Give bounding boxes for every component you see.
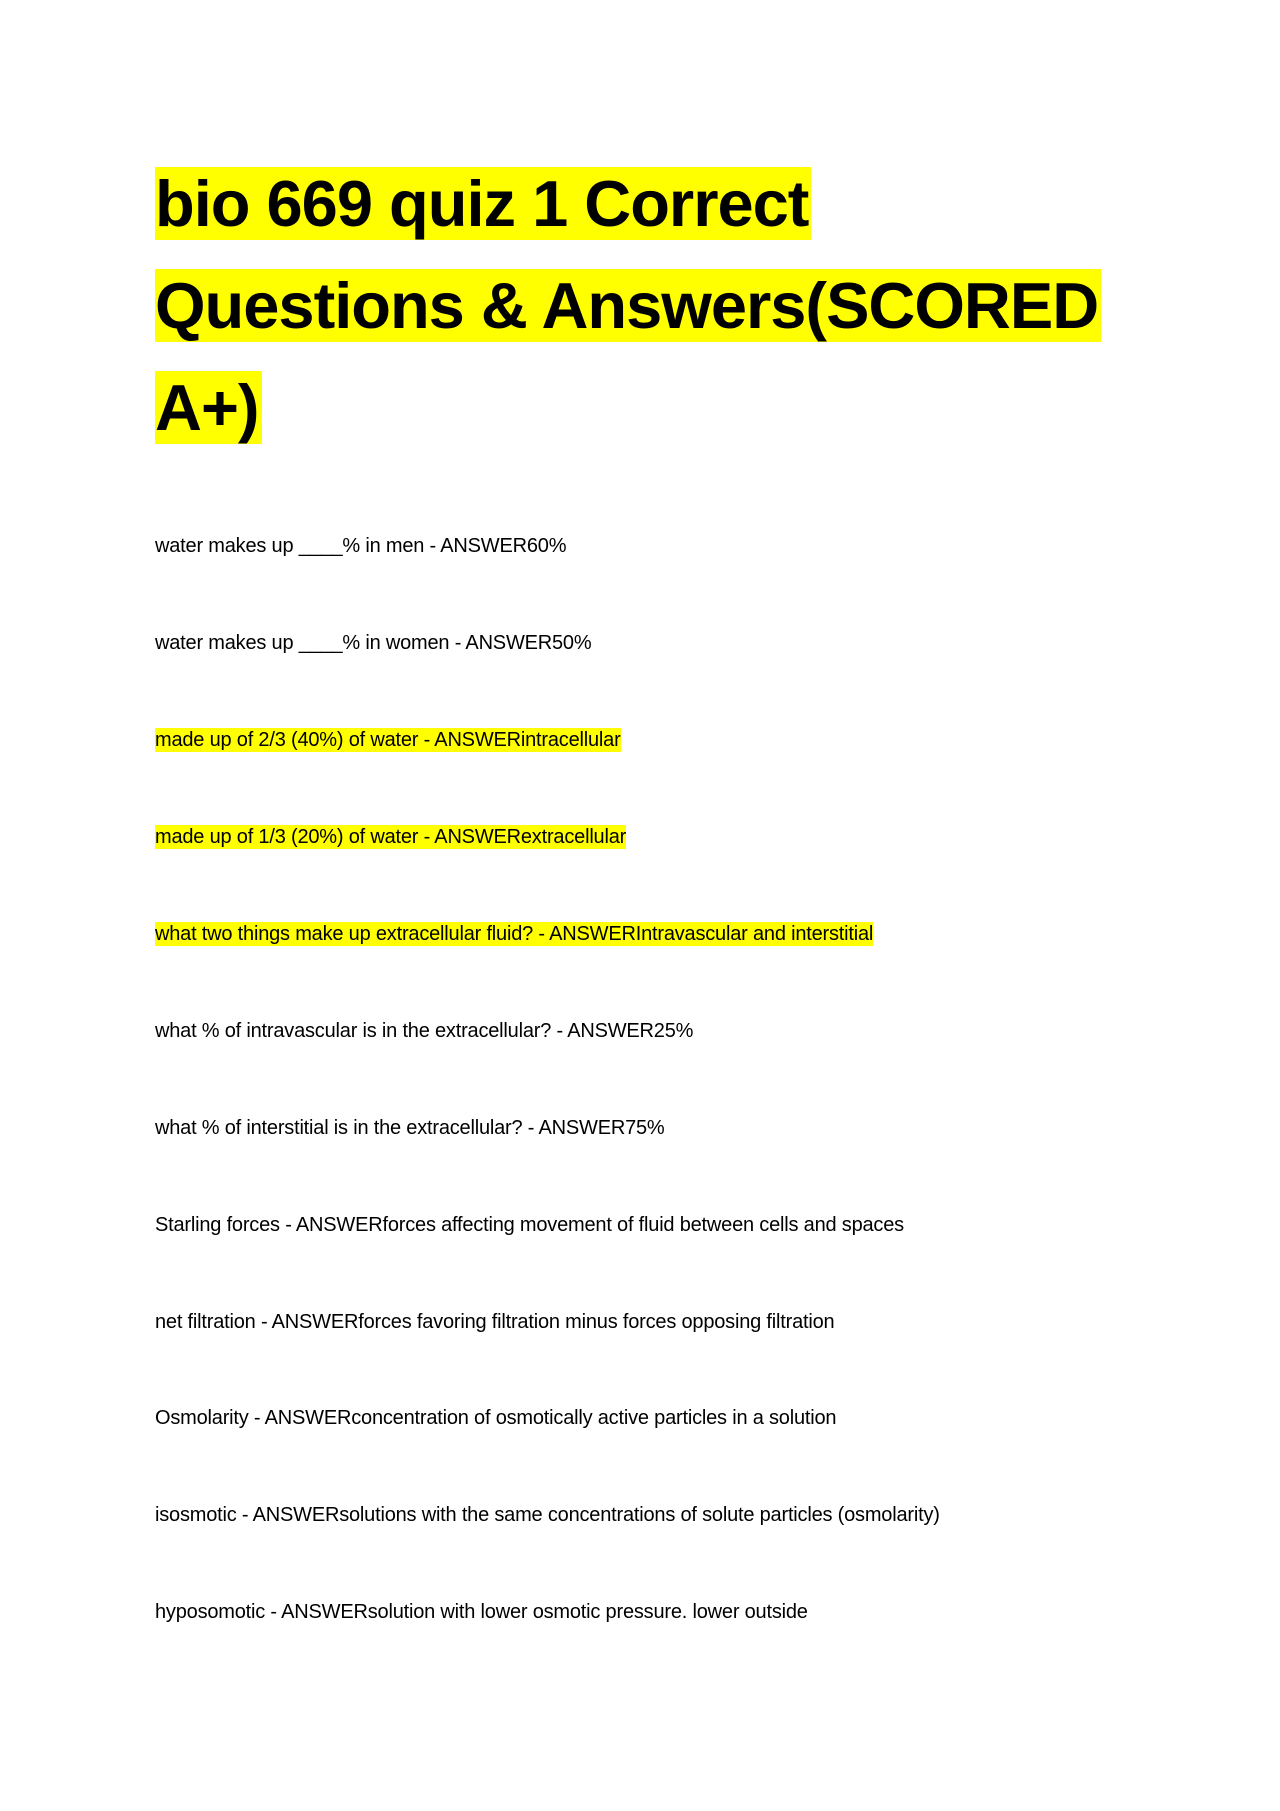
qa-item: what two things make up extracellular fluid? - ANSWERIntravascular and interstitial [155, 923, 874, 945]
title-line-1: bio 669 quiz 1 Correct [155, 167, 811, 240]
qa-item: net filtration - ANSWERforces favoring filtration minus forces opposing filtration [155, 1311, 835, 1333]
qa-item: water makes up ____% in men - ANSWER60% [155, 535, 567, 557]
qa-item: hyposomotic - ANSWERsolution with lower osmotic pressure. lower outside [155, 1601, 808, 1623]
title-line-3: A+) [155, 371, 262, 444]
qa-item: what % of intravascular is in the extracellular? - ANSWER25% [155, 1020, 694, 1042]
qa-item: made up of 2/3 (40%) of water - ANSWERintracellular [155, 729, 621, 751]
qa-item: water makes up ____% in women - ANSWER50% [155, 632, 592, 654]
qa-item: Starling forces - ANSWERforces affecting movement of fluid between cells and spaces [155, 1214, 904, 1236]
qa-item: isosmotic - ANSWERsolutions with the same concentrations of solute particles (osmolarity) [155, 1504, 940, 1526]
qa-item: Osmolarity - ANSWERconcentration of osmotically active particles in a solution [155, 1407, 837, 1429]
qa-item: what % of interstitial is in the extracellular? - ANSWER75% [155, 1117, 665, 1139]
qa-item: made up of 1/3 (20%) of water - ANSWERextracellular [155, 826, 627, 848]
title-line-2: Questions & Answers(SCORED [155, 269, 1101, 342]
document-title [155, 153, 1155, 459]
